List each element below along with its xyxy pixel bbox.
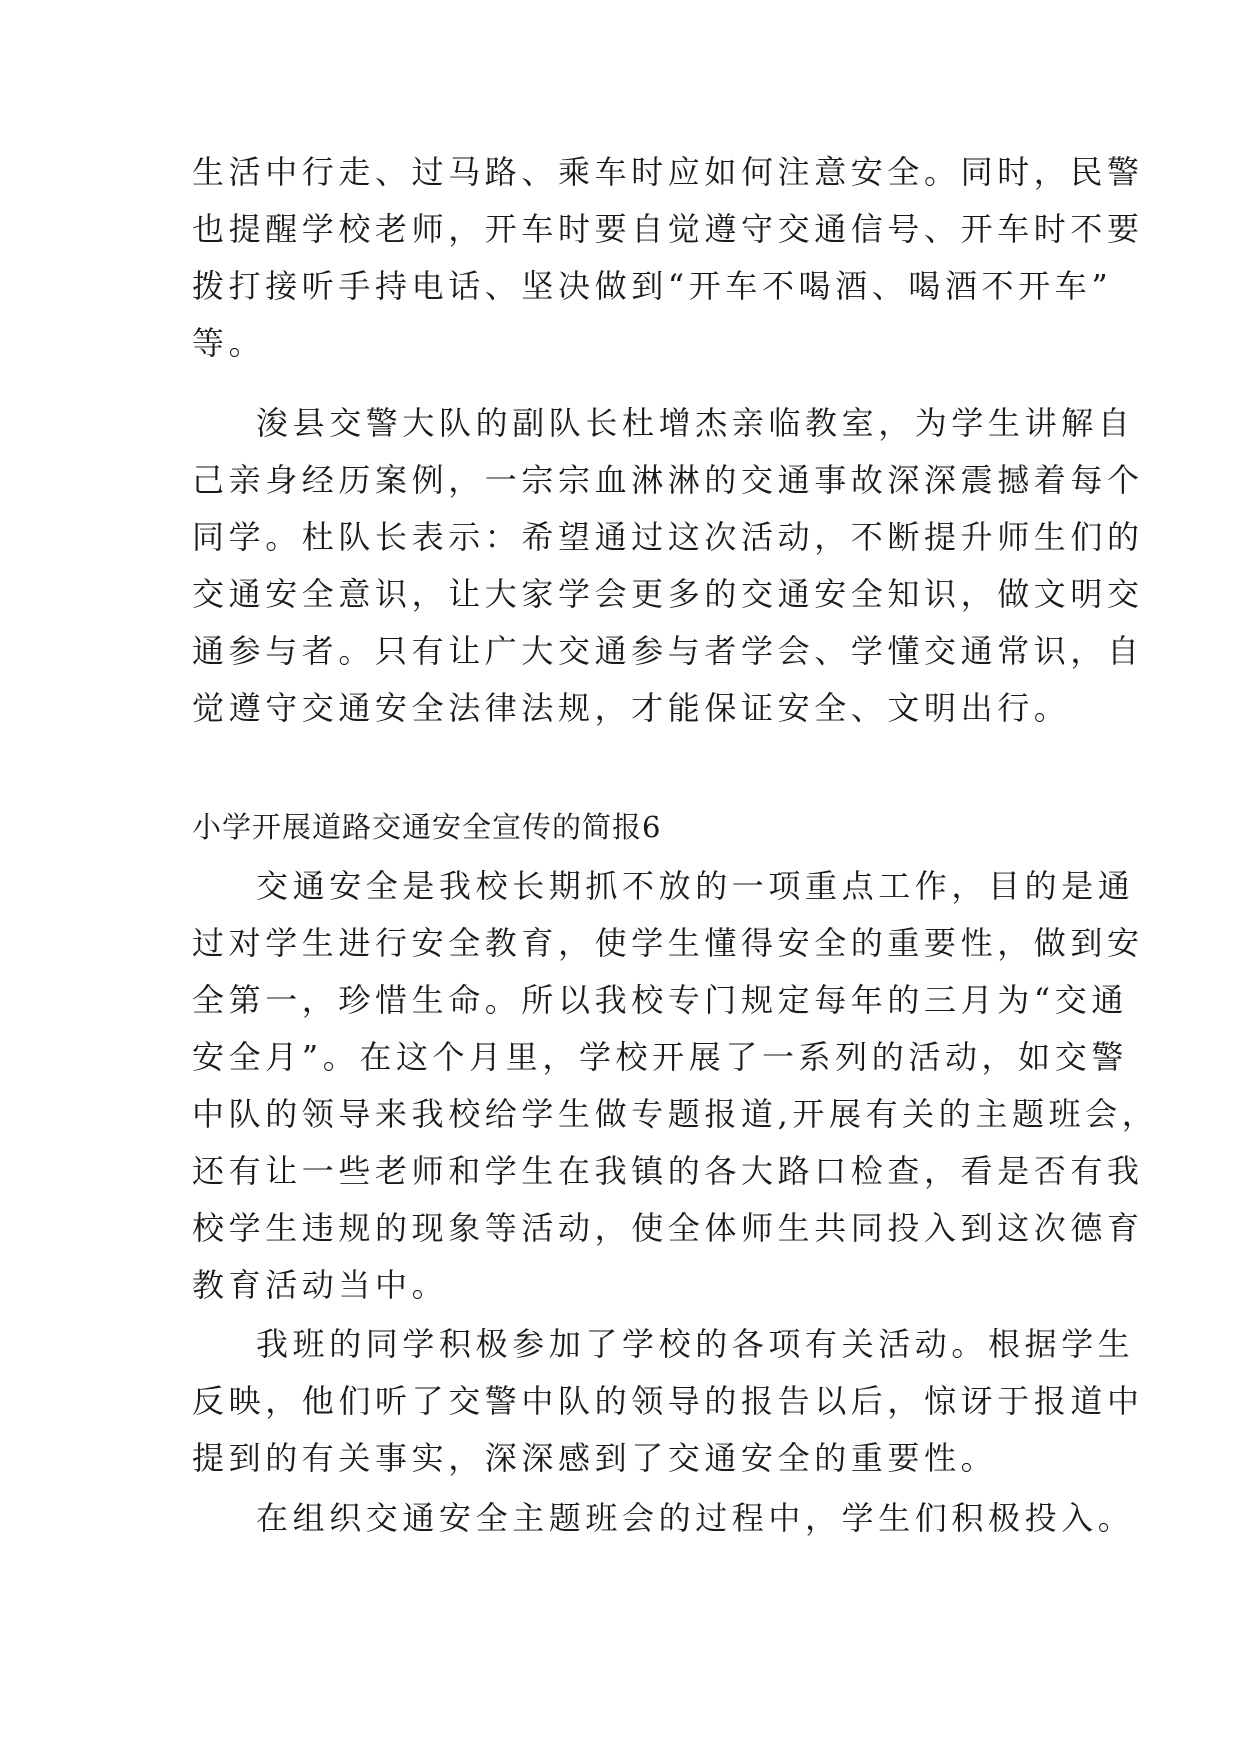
text-line: 提到的有关事实，深深感到了交通安全的重要性。 bbox=[192, 1439, 998, 1477]
text-line: 在组织交通安全主题班会的过程中，学生们积极投入。 bbox=[256, 1499, 1135, 1537]
text-line: 浚县交警大队的副队长杜增杰亲临教室，为学生讲解自 bbox=[256, 404, 1135, 442]
text-line: 同学。杜队长表示：希望通过这次活动，不断提升师生们的 bbox=[192, 518, 1144, 556]
text-line: 安全月”。在这个月里，学校开展了一系列的活动，如交警 bbox=[192, 1038, 1128, 1076]
text-line: 反映，他们听了交警中队的领导的报告以后，惊讶于报道中 bbox=[192, 1382, 1144, 1420]
text-line: 交通安全意识，让大家学会更多的交通安全知识，做文明交 bbox=[192, 575, 1144, 613]
text-line: 觉遵守交通安全法律法规，才能保证安全、文明出行。 bbox=[192, 689, 1071, 727]
text-line: 己亲身经历案例，一宗宗血淋淋的交通事故深深震撼着每个 bbox=[192, 461, 1144, 499]
text-line: 生活中行走、过马路、乘车时应如何注意安全。同时，民警 bbox=[192, 153, 1144, 191]
text-line: 中队的领导来我校给学生做专题报道,开展有关的主题班会， bbox=[192, 1095, 1159, 1133]
text-line: 等。 bbox=[192, 324, 266, 362]
section-heading: 小学开展道路交通安全宣传的简报6 bbox=[192, 810, 662, 844]
text-line: 通参与者。只有让广大交通参与者学会、学懂交通常识，自 bbox=[192, 632, 1144, 670]
text-line: 拨打接听手持电话、坚决做到“开车不喝酒、喝酒不开车” bbox=[192, 267, 1113, 305]
text-line: 还有让一些老师和学生在我镇的各大路口检查，看是否有我 bbox=[192, 1152, 1144, 1190]
text-line: 教育活动当中。 bbox=[192, 1266, 449, 1304]
text-line: 校学生违规的现象等活动，使全体师生共同投入到这次德育 bbox=[192, 1209, 1144, 1247]
text-line: 我班的同学积极参加了学校的各项有关活动。根据学生 bbox=[256, 1325, 1135, 1363]
text-line: 过对学生进行安全教育，使学生懂得安全的重要性，做到安 bbox=[192, 924, 1144, 962]
text-line: 全第一，珍惜生命。所以我校专门规定每年的三月为“交通 bbox=[192, 981, 1128, 1019]
text-line: 也提醒学校老师，开车时要自觉遵守交通信号、开车时不要 bbox=[192, 210, 1144, 248]
text-line: 交通安全是我校长期抓不放的一项重点工作，目的是通 bbox=[256, 867, 1135, 905]
